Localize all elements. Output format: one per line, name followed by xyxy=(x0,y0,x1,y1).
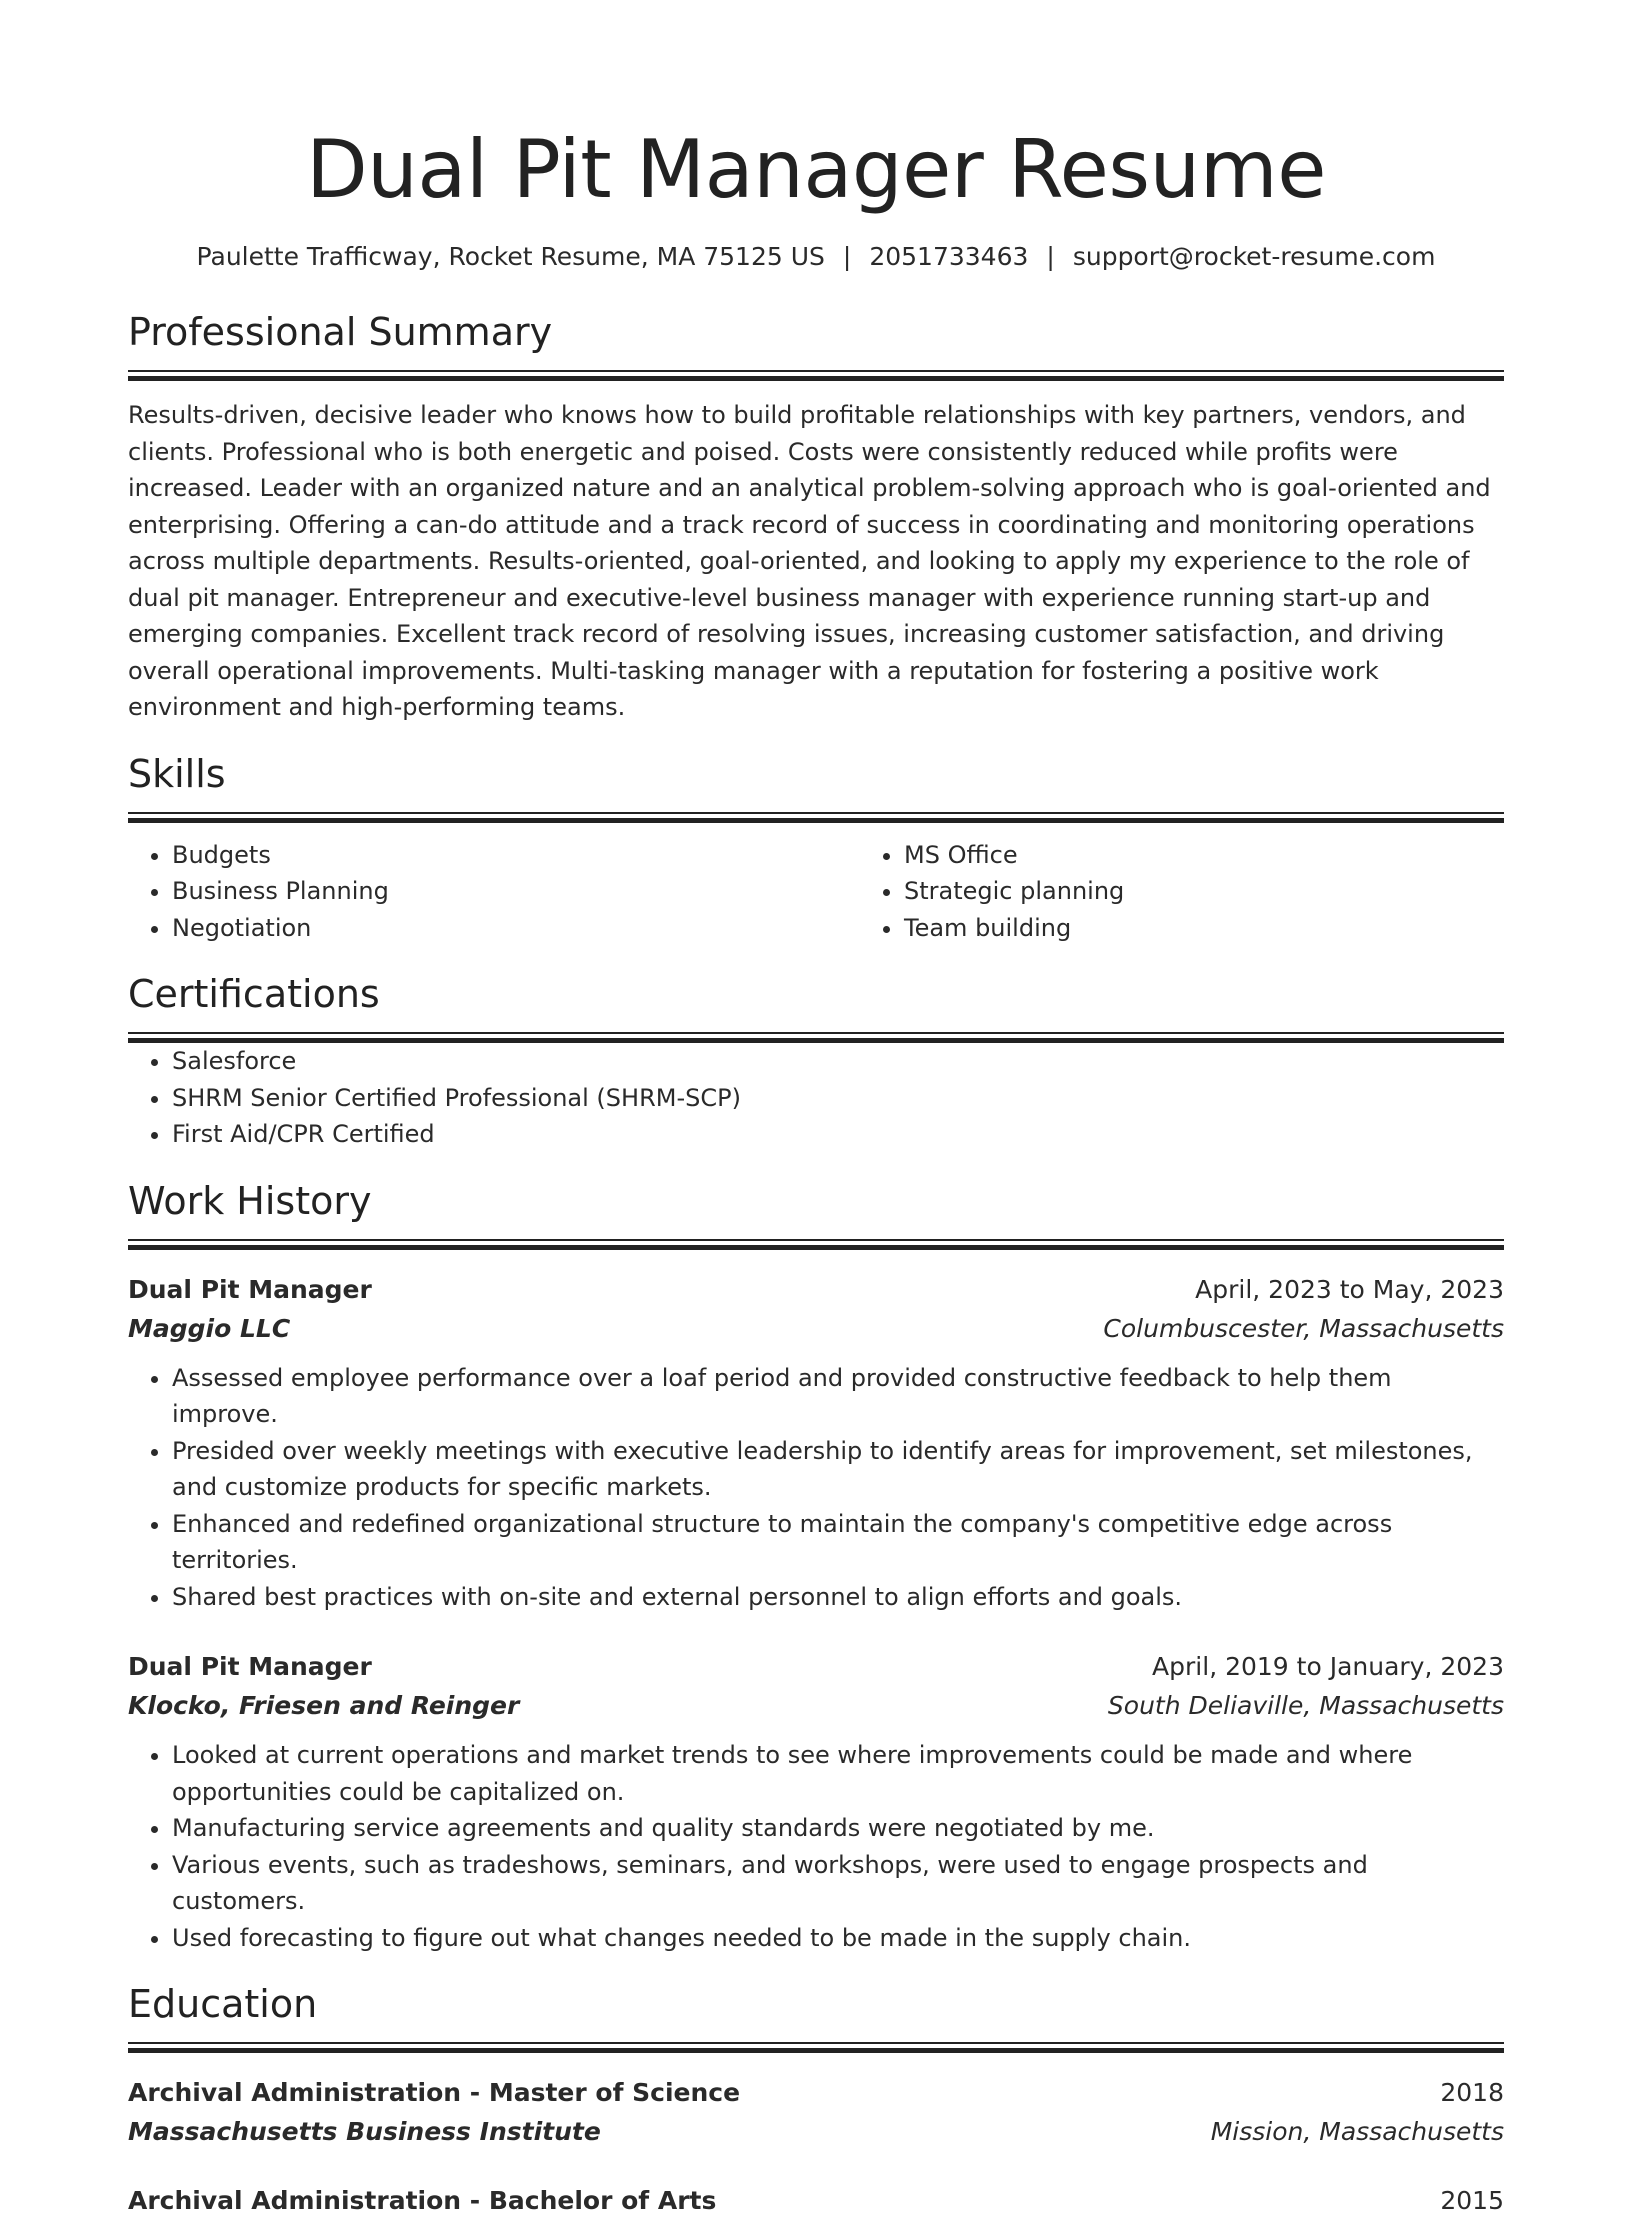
skills-heading: Skills xyxy=(128,751,226,796)
job-bullet: • Shared best practices with on-site and external personnel to align efforts and goals. xyxy=(172,1579,1504,1616)
education-header-row xyxy=(128,2073,1504,2112)
contact-separator: | xyxy=(842,242,852,271)
skills-section xyxy=(128,750,1504,947)
job-bullet: • Manufacturing service agreements and quality standards were negotiated by me. xyxy=(172,1810,1504,1847)
education-school-row xyxy=(128,2112,1504,2151)
job-title: Dual Pit Manager xyxy=(128,1274,372,1304)
skills-right-list xyxy=(860,837,1592,947)
job-company-row xyxy=(128,1309,1504,1348)
education-entry xyxy=(128,2181,1504,2220)
education-degree: Archival Administration - Bachelor of Arts xyxy=(128,2186,717,2215)
certifications-list xyxy=(128,1043,1504,1153)
job-bullet: • Various events, such as tradeshows, seminars, and workshops, were used to engage prospects and customers. xyxy=(172,1847,1504,1920)
education-year: 2015 xyxy=(1440,2186,1504,2215)
job-bullets xyxy=(128,1737,1504,1956)
job-location: Columbuscester, Massachusetts xyxy=(1103,1313,1504,1343)
job-dates: April, 2023 to May, 2023 xyxy=(1195,1274,1504,1304)
job-bullet: • Assessed employee performance over a loaf period and provided constructive feedback to help them improve. xyxy=(172,1360,1504,1433)
skills-left-list xyxy=(128,837,860,947)
job-header-row xyxy=(128,1647,1504,1686)
job-company: Klocko, Friesen and Reinger xyxy=(128,1691,520,1720)
summary-section xyxy=(128,308,1504,726)
summary-heading: Professional Summary xyxy=(128,310,553,354)
skills-columns xyxy=(128,837,1504,947)
resume-title: Dual Pit Manager Resume xyxy=(306,123,1326,216)
job-title: Dual Pit Manager xyxy=(128,1652,372,1681)
section-divider xyxy=(128,812,1504,823)
certifications-heading: Certifications xyxy=(128,972,380,1016)
education-year: 2018 xyxy=(1440,2078,1504,2107)
education-heading: Education xyxy=(128,1982,318,2026)
job-dates: April, 2019 to January, 2023 xyxy=(1152,1652,1504,1681)
skill-item: • Negotiation xyxy=(172,910,860,947)
skill-item: • Strategic planning xyxy=(904,873,1592,910)
contact-separator: | xyxy=(1046,242,1055,271)
summary-text: Results-driven, decisive leader who knows how to build profitable relationships with key partners, vendors, and clients. Professional who is both energetic and poised. Costs were consistently reduced while profits were increased. Leader with an organized nature and an analytical problem-solving approach who is goal-oriented and enterprising. Offering a can-do attitude and a track record of success in coordinating and monitoring operations across multiple departments. Results-oriented, goal-oriented, and looking to apply my experience to the role of dual pit manager. Entrepreneur and executive-level business manager with experience running start-up and emerging companies. Excellent track record of resolving issues, increasing customer satisfaction, and driving overall operational improvements. Multi-tasking manager with a reputation for fostering a positive work environment and high-performing teams. xyxy=(128,401,1491,721)
education-header-row xyxy=(128,2181,1504,2220)
skill-item: • Team building xyxy=(904,910,1592,947)
certification-item: • Salesforce xyxy=(172,1043,1504,1080)
section-divider xyxy=(128,1239,1504,1250)
job-company: Maggio LLC xyxy=(128,1313,291,1343)
job-header-row xyxy=(128,1270,1504,1309)
job-bullet: • Presided over weekly meetings with executive leadership to identify areas for improvement, set milestones, and customize products for specific markets. xyxy=(172,1433,1504,1506)
skill-item: • MS Office xyxy=(904,837,1592,874)
job-entry xyxy=(128,1270,1504,1616)
job-bullet: • Enhanced and redefined organizational structure to maintain the company's competitive edge across territories. xyxy=(172,1506,1504,1579)
contact-address: Paulette Trafficway, Rocket Resume, MA 75125 US xyxy=(196,242,825,271)
contact-phone: 2051733463 xyxy=(869,242,1029,271)
job-company-row xyxy=(128,1686,1504,1725)
work-history-section xyxy=(128,1177,1504,1957)
education-school: Massachusetts Business Institute xyxy=(128,2117,601,2146)
job-location: South Deliaville, Massachusetts xyxy=(1107,1691,1504,1720)
job-bullet: • Looked at current operations and market trends to see where improvements could be made and where opportunities could be capitalized on. xyxy=(172,1737,1504,1810)
education-entry xyxy=(128,2073,1504,2151)
section-divider xyxy=(128,2042,1504,2053)
certification-item: • SHRM Senior Certified Professional (SHRM-SCP) xyxy=(172,1080,1504,1117)
job-bullet: • Used forecasting to figure out what changes needed to be made in the supply chain. xyxy=(172,1920,1504,1957)
job-entry xyxy=(128,1647,1504,1956)
certifications-section xyxy=(128,970,1504,1153)
skill-item: • Budgets xyxy=(172,837,860,874)
education-degree: Archival Administration - Master of Science xyxy=(128,2078,741,2107)
certification-item: • First Aid/CPR Certified xyxy=(172,1116,1504,1153)
section-divider xyxy=(128,370,1504,381)
work-history-heading: Work History xyxy=(128,1178,372,1223)
section-divider xyxy=(128,1032,1504,1043)
skill-item: • Business Planning xyxy=(172,873,860,910)
education-section xyxy=(128,1980,1504,2220)
contact-email: support@rocket-resume.com xyxy=(1072,242,1436,271)
education-location: Mission, Massachusetts xyxy=(1210,2117,1504,2146)
contact-line xyxy=(128,240,1504,274)
job-bullets xyxy=(128,1360,1504,1616)
